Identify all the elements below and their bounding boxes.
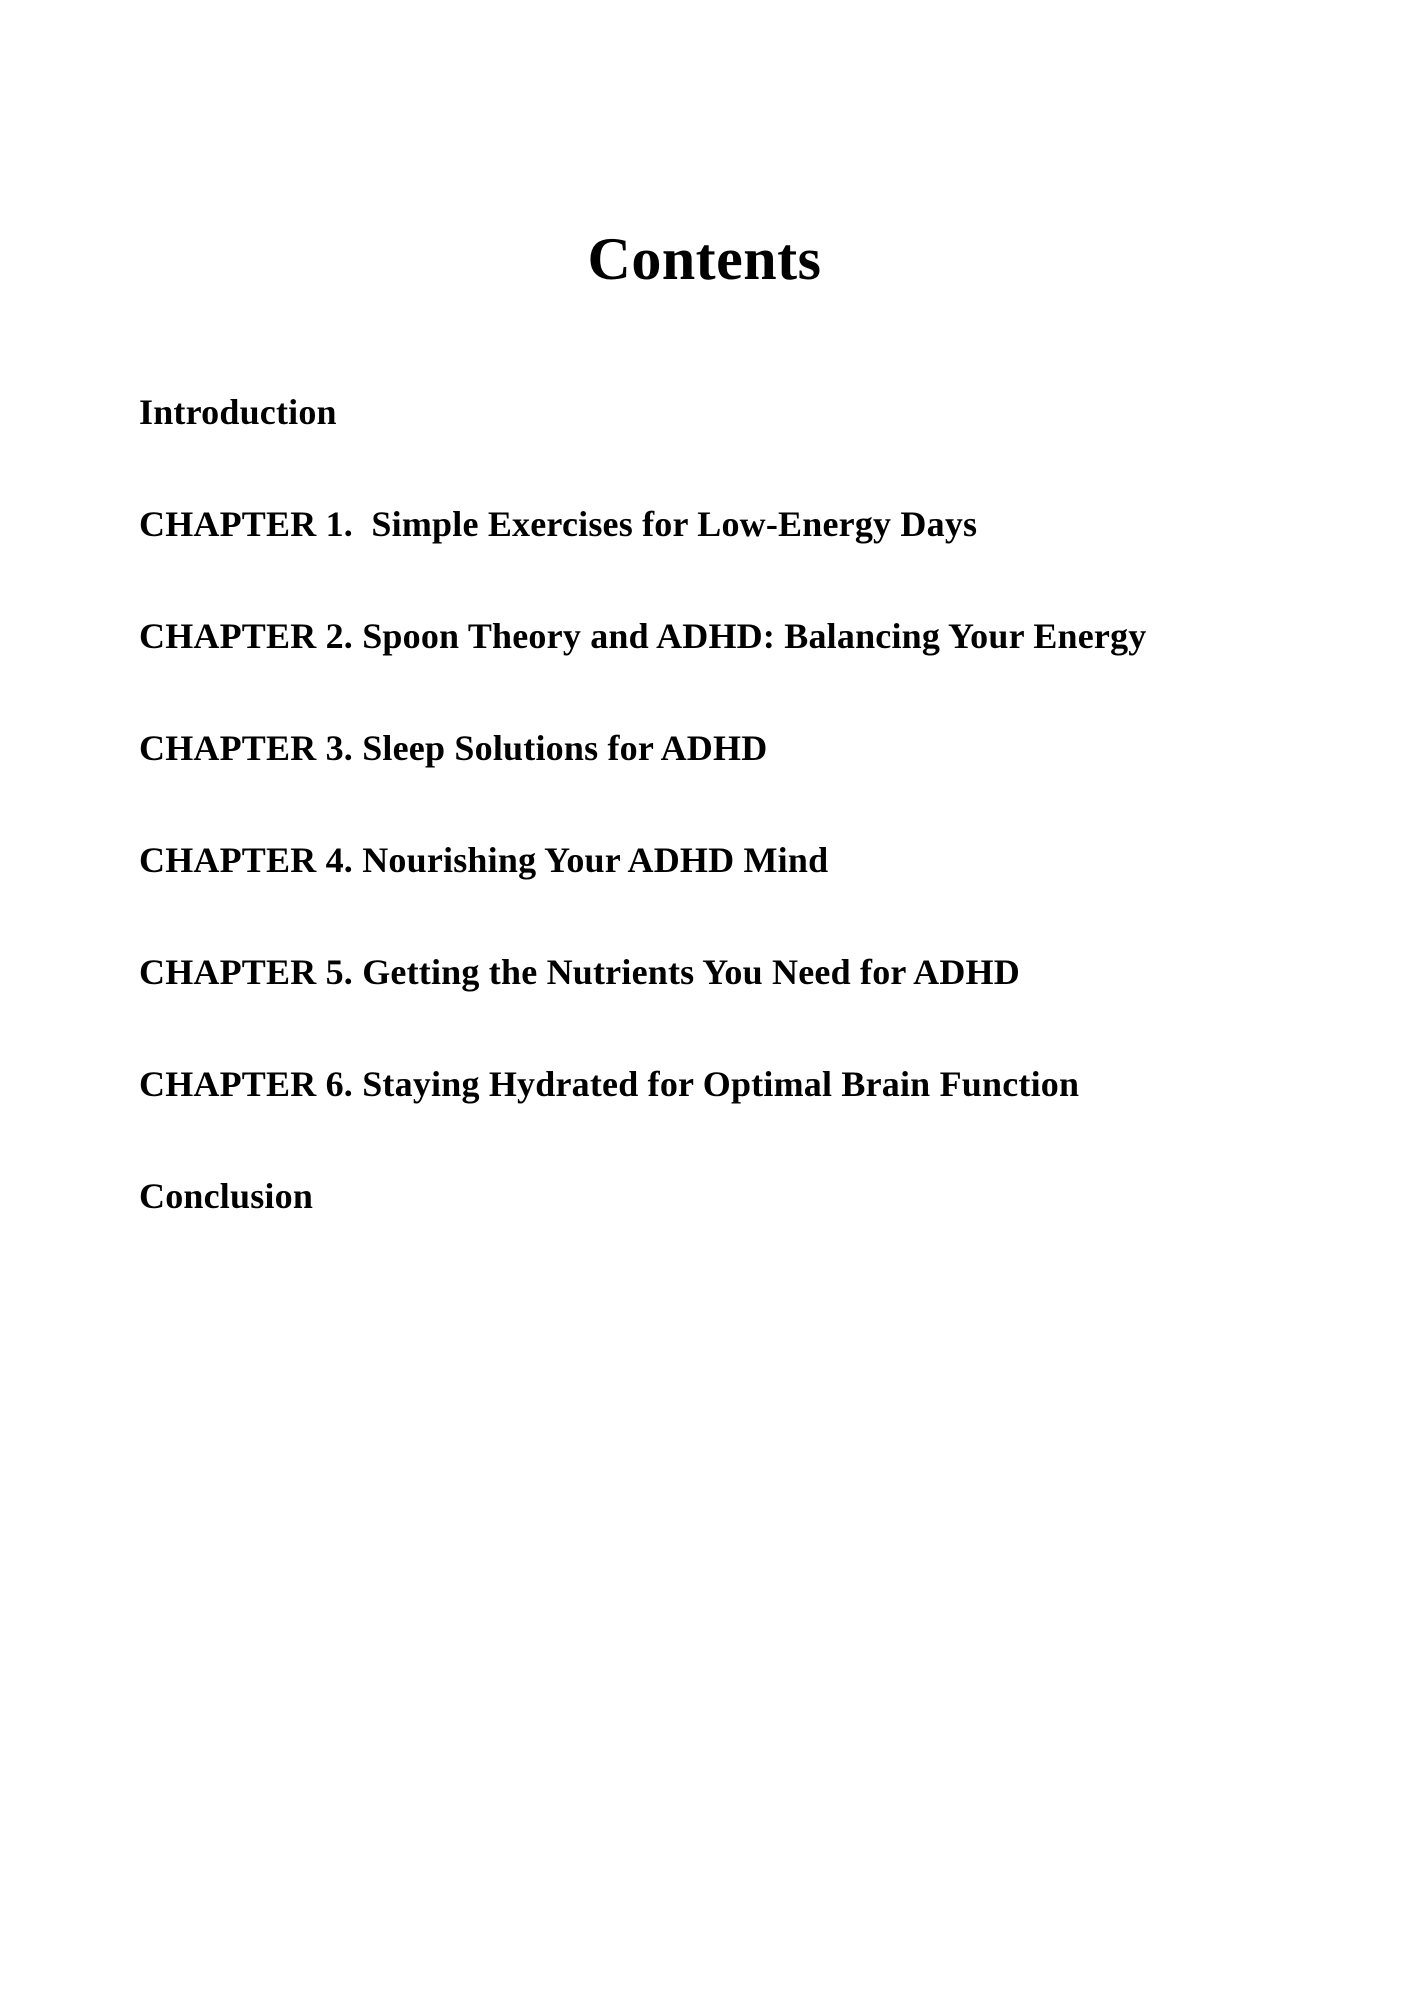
toc-entry-conclusion: Conclusion: [139, 1176, 314, 1216]
toc-entry-chapter-2: CHAPTER 2. Spoon Theory and ADHD: Balancing Your Energy: [139, 616, 1147, 656]
toc-entry-chapter-6: CHAPTER 6. Staying Hydrated for Optimal Brain Function: [139, 1064, 1080, 1104]
toc-entry-chapter-3: CHAPTER 3. Sleep Solutions for ADHD: [139, 728, 768, 768]
page-title: Contents: [587, 226, 822, 292]
toc-entry-chapter-4: CHAPTER 4. Nourishing Your ADHD Mind: [139, 840, 829, 880]
table-of-contents: [0, 394, 1409, 1214]
toc-entry-chapter-5: CHAPTER 5. Getting the Nutrients You Need for ADHD: [139, 952, 1020, 992]
toc-entry-introduction: Introduction: [139, 392, 337, 432]
toc-entry-chapter-1: CHAPTER 1. Simple Exercises for Low-Energy Days: [139, 504, 978, 544]
